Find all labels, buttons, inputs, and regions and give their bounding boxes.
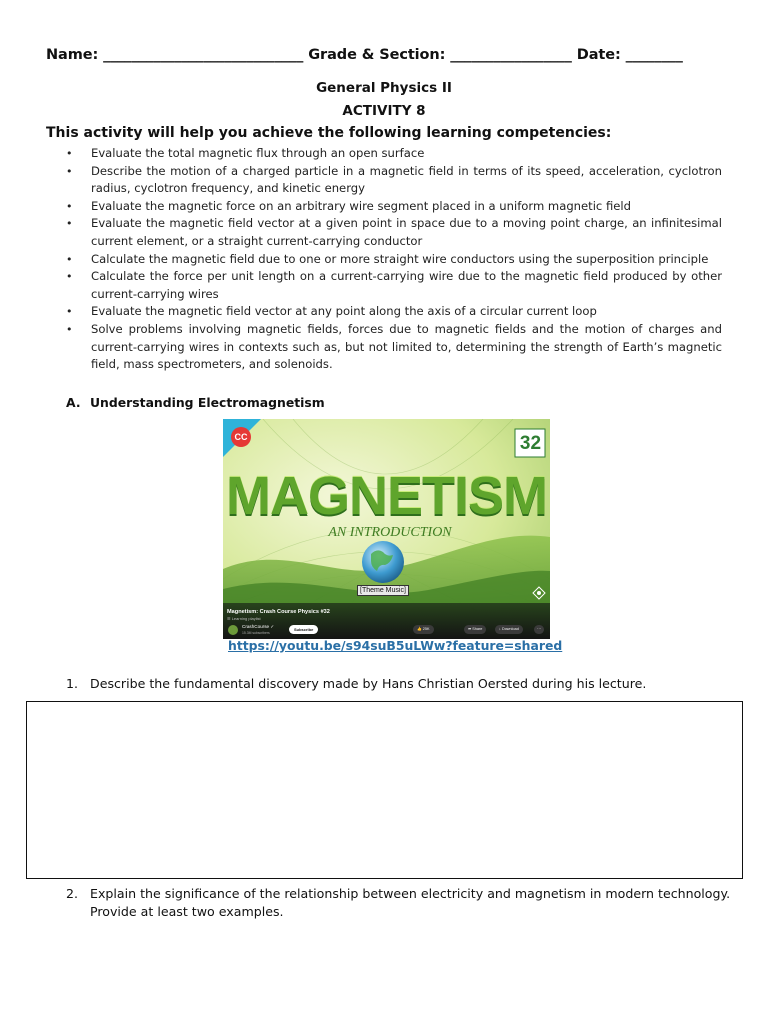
video-title[interactable]: Magnetism: Crash Course Physics #32 <box>227 609 330 615</box>
question-number: 1. <box>66 676 79 691</box>
video-link[interactable]: https://youtu.be/s94suB5uLWw?feature=shared <box>228 638 563 653</box>
caption-text: [Theme Music] <box>357 585 409 596</box>
playlist-label[interactable]: ☰ Learning playlist <box>227 616 261 621</box>
competency-list <box>66 145 722 374</box>
question-number: 2. <box>66 886 79 901</box>
list-item: • Calculate the force per unit length on a current-carrying wire due to the magnetic field produced by other current-carrying wires <box>66 268 722 303</box>
video-thumbnail[interactable] <box>223 419 550 639</box>
crashcourse-logo: CC <box>234 432 248 442</box>
answer-box[interactable] <box>26 701 743 879</box>
competencies-intro: This activity will help you achieve the following learning competencies: <box>46 125 612 141</box>
list-item: • Solve problems involving magnetic fields, forces due to magnetic fields and the motion of charges and current-carrying wires in contexts such as, but not limited to, determining the strength of Earth’s magnetic field, mass spectrometers, and solenoids. <box>66 321 722 374</box>
student-info-line: Name: ____________________________ Grade & Section: _________________ Date: ________ <box>46 47 683 63</box>
subscribe-button[interactable]: Subscribe <box>289 625 318 634</box>
question-2 <box>66 885 736 921</box>
activity-title: ACTIVITY 8 <box>342 103 426 119</box>
section-heading <box>66 395 325 410</box>
list-item: • Evaluate the magnetic field vector at a given point in space due to a moving point charge, an infinitesimal current element, or a straight current-carrying conductor <box>66 215 722 250</box>
section-title: Understanding Electromagnetism <box>90 395 325 410</box>
list-item: • Evaluate the total magnetic flux through an open surface <box>66 145 722 163</box>
share-button[interactable]: ➦ Share <box>464 625 486 634</box>
download-button[interactable]: ↓ Download <box>495 625 523 634</box>
more-options-icon[interactable]: ⋯ <box>534 625 544 634</box>
like-button[interactable]: 👍 25K <box>413 625 434 634</box>
list-item: • Describe the motion of a charged particle in a magnetic field in terms of its speed, acceleration, cyclotron radius, cyclotron frequency, and kinetic energy <box>66 163 722 198</box>
course-title: General Physics II <box>316 80 452 96</box>
question-1 <box>66 675 746 693</box>
channel-name[interactable]: CrashCourse ✓ <box>242 624 275 629</box>
channel-avatar[interactable] <box>228 625 238 635</box>
thumbnail-subheadline: AN INTRODUCTION <box>328 525 452 540</box>
subscriber-count: 15.3M subscribers <box>242 631 270 635</box>
list-item: • Evaluate the magnetic field vector at any point along the axis of a circular current loop <box>66 303 722 321</box>
section-letter: A. <box>66 395 81 410</box>
list-item: • Calculate the magnetic field due to one or more straight wire conductors using the superposition principle <box>66 251 722 269</box>
question-text: Describe the fundamental discovery made by Hans Christian Oersted during his lecture. <box>90 676 647 691</box>
episode-badge: 32 <box>519 433 542 454</box>
list-item: • Evaluate the magnetic force on an arbitrary wire segment placed in a uniform magnetic field <box>66 198 722 216</box>
question-text: Explain the significance of the relationship between electricity and magnetism in modern technology. Provide at least two examples. <box>90 886 731 919</box>
thumbnail-headline: MAGNETISM <box>226 466 547 526</box>
